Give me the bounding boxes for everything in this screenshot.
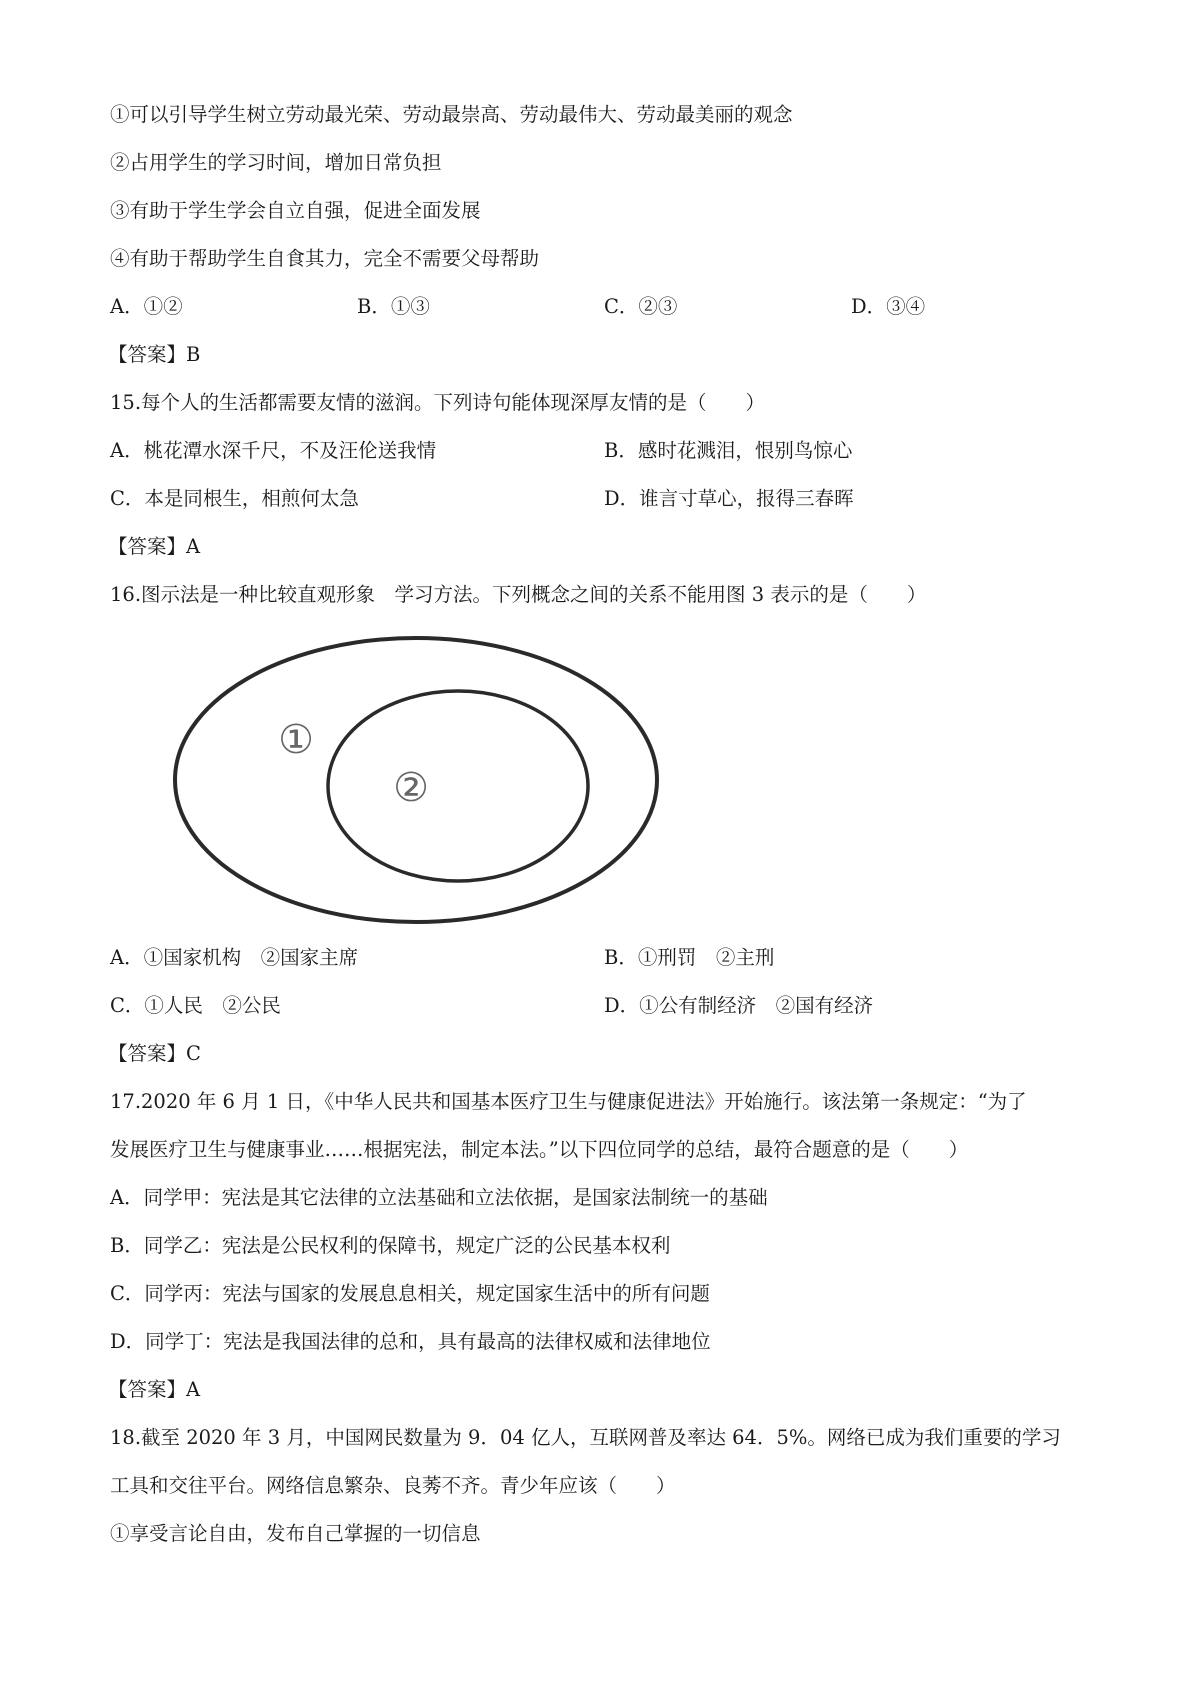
q17-option-a: A．同学甲：宪法是其它法律的立法基础和立法依据，是国家法制统一的基础 <box>110 1186 768 1209</box>
q17-option-d: D．同学丁：宪法是我国法律的总和，具有最高的法律权威和法律地位 <box>110 1330 711 1353</box>
q18-stem-line-2: 工具和交往平台。网络信息繁杂、良莠不齐。青少年应该（ ） <box>110 1474 676 1497</box>
q14-option-c: C．②③ <box>604 295 678 318</box>
q17-answer: 【答案】A <box>108 1378 201 1401</box>
q15-option-a: A．桃花潭水深千尺，不及汪伦送我情 <box>110 439 437 462</box>
q15-option-c: C．本是同根生，相煎何太急 <box>110 487 359 510</box>
q18-stem-line-1: 18.截至 2020 年 3 月，中国网民数量为 9．04 亿人，互联网普及率达 64．5%。网络已成为我们重要的学习 <box>110 1426 1061 1449</box>
q16-stem: 16.图示法是一种比较直观形象 学习方法。下列概念之间的关系不能用图 3 表示的是（ ） <box>110 583 927 606</box>
q17-stem-line-1: 17.2020 年 6 月 1 日，《中华人民共和国基本医疗卫生与健康促进法》开始施行。该法第一条规定：“为了 <box>110 1090 1027 1113</box>
nested-ellipse-diagram <box>168 618 668 938</box>
q16-option-d: D．①公有制经济 ②国有经济 <box>604 994 874 1017</box>
q17-stem-line-2: 发展医疗卫生与健康事业……根据宪法，制定本法。”以下四位同学的总结，最符合题意的是（ ） <box>110 1138 969 1161</box>
q15-stem: 15.每个人的生活都需要友情的滋润。下列诗句能体现深厚友情的是（ ） <box>110 391 766 414</box>
q14-option-a: A．①② <box>110 295 183 318</box>
q18-item-1: ①享受言论自由，发布自己掌握的一切信息 <box>110 1522 481 1545</box>
q15-option-b: B．感时花溅泪，恨别鸟惊心 <box>604 439 853 462</box>
q17-option-b: B．同学乙：宪法是公民权利的保障书，规定广泛的公民基本权利 <box>110 1234 671 1257</box>
q14-item-1: ①可以引导学生树立劳动最光荣、劳动最崇高、劳动最伟大、劳动最美丽的观念 <box>110 103 793 126</box>
q16-option-a: A．①国家机构 ②国家主席 <box>110 946 359 969</box>
q15-answer: 【答案】A <box>108 535 201 558</box>
q16-option-b: B．①刑罚 ②主刑 <box>604 946 775 969</box>
q14-item-4: ④有助于帮助学生自食其力，完全不需要父母帮助 <box>110 247 540 270</box>
q14-item-3: ③有助于学生学会自立自强，促进全面发展 <box>110 199 481 222</box>
q16-answer: 【答案】C <box>108 1042 201 1065</box>
q14-option-d: D．③④ <box>851 295 926 318</box>
q14-option-b: B．①③ <box>357 295 430 318</box>
q17-option-c: C．同学丙：宪法与国家的发展息息相关，规定国家生活中的所有问题 <box>110 1282 710 1305</box>
q15-option-d: D．谁言寸草心，报得三春晖 <box>604 487 854 510</box>
q14-item-2: ②占用学生的学习时间，增加日常负担 <box>110 151 442 174</box>
inner-ellipse <box>328 691 588 881</box>
q16-option-c: C．①人民 ②公民 <box>110 994 281 1017</box>
inner-ellipse-label: ② <box>393 765 429 811</box>
q14-answer: 【答案】B <box>108 343 201 366</box>
outer-ellipse-label: ① <box>278 717 314 763</box>
